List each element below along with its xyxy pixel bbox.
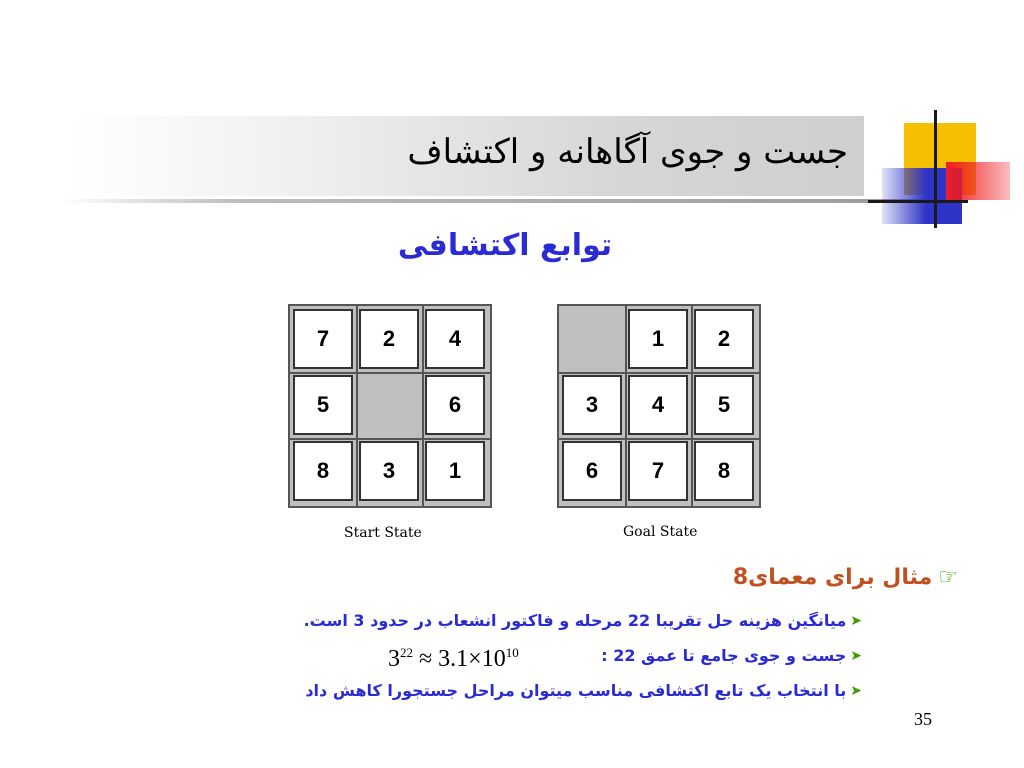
puzzle-tile: 7 — [293, 309, 353, 369]
page-number: 35 — [914, 709, 932, 729]
complexity-formula — [388, 645, 519, 673]
formula-mantissa: 3.1×10 — [438, 646, 506, 672]
grid-divider — [290, 372, 490, 374]
arrowhead-bullet-icon: ➤ — [850, 612, 862, 629]
formula-approx: ≈ — [419, 646, 433, 672]
bullet-text: جست و جوی جامع تا عمق 22 : — [601, 646, 847, 665]
goal-state-grid — [557, 304, 761, 508]
puzzle-tile: 8 — [694, 441, 754, 501]
bullet-text: میانگین هزینه حل تقریبا 22 مرحله و فاکتور انشعاب در حدود 3 است. — [303, 611, 847, 630]
puzzle-tile: 7 — [628, 441, 688, 501]
empty-cell — [562, 309, 622, 369]
puzzle-tile: 3 — [359, 441, 419, 501]
formula-base: 3 — [388, 646, 400, 672]
formula-exponent: 22 — [400, 645, 413, 660]
grid-divider — [559, 372, 759, 374]
puzzle-tile: 1 — [425, 441, 485, 501]
puzzle-tile: 2 — [359, 309, 419, 369]
bullet-item — [305, 681, 862, 700]
puzzle-tile: 8 — [293, 441, 353, 501]
deco-vertical-line — [934, 110, 937, 228]
grid-divider — [625, 306, 627, 506]
puzzle-tile: 5 — [293, 375, 353, 435]
puzzle-tile: 3 — [562, 375, 622, 435]
puzzle-tile: 2 — [694, 309, 754, 369]
puzzle-tile: 1 — [628, 309, 688, 369]
puzzle-tile: 6 — [562, 441, 622, 501]
slide-title: جست و جوی آگاهانه و اکتشاف — [407, 132, 848, 172]
bullet-item — [601, 646, 862, 665]
grid-divider — [691, 306, 693, 506]
title-underline — [60, 199, 940, 203]
puzzle-tile: 6 — [425, 375, 485, 435]
formula-exponent-2: 10 — [505, 645, 519, 660]
puzzle-tile: 4 — [628, 375, 688, 435]
deco-red-square — [946, 162, 1010, 200]
slide-subtitle: توابع اکتشافی — [397, 228, 613, 263]
bullet-item — [304, 611, 862, 630]
goal-state-caption: Goal State — [623, 524, 698, 540]
empty-cell — [359, 375, 419, 435]
arrowhead-bullet-icon: ➤ — [850, 647, 862, 664]
example-heading-text: مثال برای معمای8 — [732, 565, 933, 590]
puzzle-tile: 4 — [425, 309, 485, 369]
example-heading — [733, 565, 958, 590]
grid-divider — [559, 438, 759, 440]
puzzle-tile: 5 — [694, 375, 754, 435]
arrowhead-bullet-icon: ➤ — [850, 682, 862, 699]
start-state-grid — [288, 304, 492, 508]
bullet-text: با انتخاب یک تابع اکتشافی مناسب میتوان مراحل جستجورا کاهش داد — [305, 681, 847, 700]
grid-divider — [422, 306, 424, 506]
deco-horizontal-line — [868, 200, 968, 203]
grid-divider — [356, 306, 358, 506]
start-state-caption: Start State — [344, 525, 422, 541]
grid-divider — [290, 438, 490, 440]
pointing-hand-icon: ☞ — [938, 565, 958, 590]
